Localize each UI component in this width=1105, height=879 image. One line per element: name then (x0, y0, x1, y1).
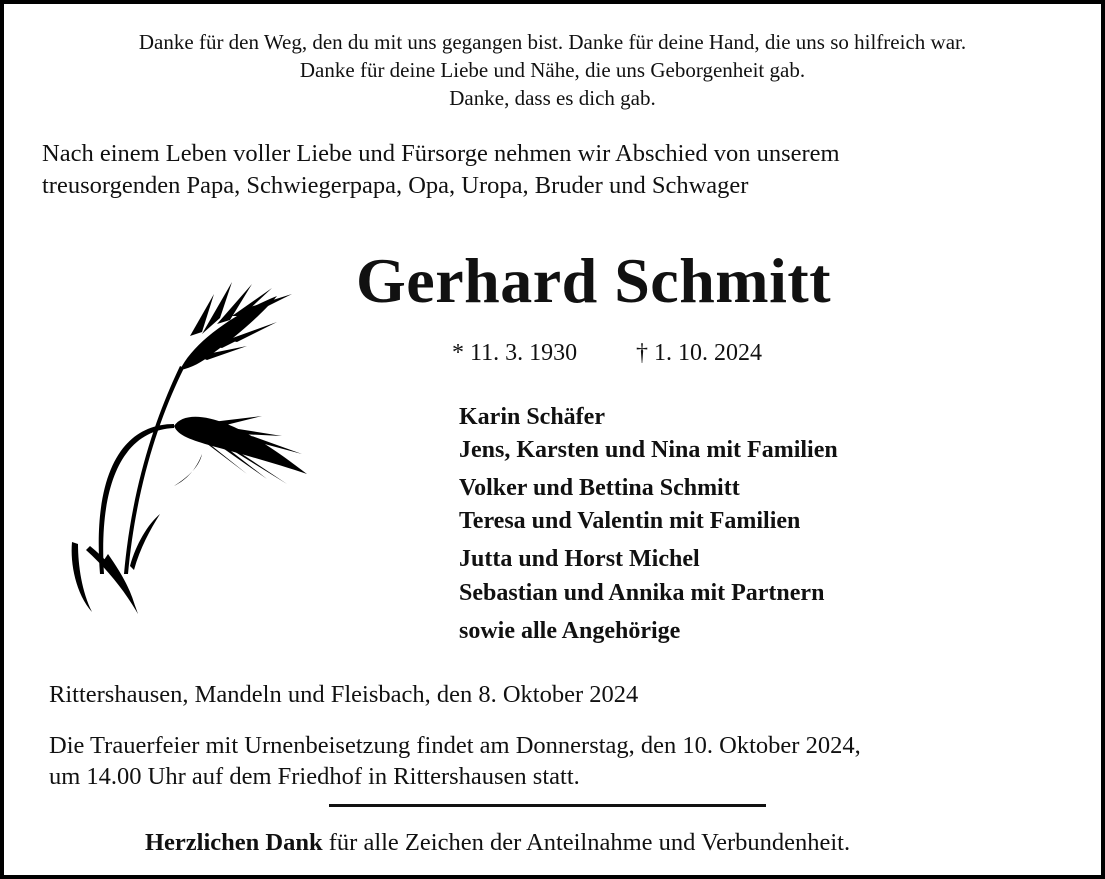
motto-line-1: Danke für den Weg, den du mit uns gegangen bist. Danke für deine Hand, die uns so hilfreich war. (138, 30, 967, 54)
service-line-2: um 14.00 Uhr auf dem Friedhof in Rittershausen statt. (49, 763, 580, 790)
intro-line-2: treusorgenden Papa, Schwiegerpapa, Opa, Uropa, Bruder und Schwager (42, 172, 749, 199)
birth-date: * 11. 3. 1930 (452, 340, 578, 366)
motto-line-3: Danke, dass es dich gab. (449, 86, 656, 110)
thanks-line (145, 828, 850, 858)
mourner-3: Volker und Bettina Schmitt (459, 475, 740, 501)
mourner-6: Sebastian und Annika mit Partnern (459, 580, 825, 606)
mourner-1: Karin Schäfer (459, 404, 605, 430)
divider-rule (329, 804, 766, 807)
mourner-7: sowie alle Angehörige (459, 618, 681, 644)
motto-line-2: Danke für deine Liebe und Nähe, die uns Geborgenheit gab. (299, 58, 806, 82)
intro-line-1: Nach einem Leben voller Liebe und Fürsorge nehmen wir Abschied von unserem (42, 140, 840, 167)
death-date: † 1. 10. 2024 (636, 340, 762, 366)
mourner-5: Jutta und Horst Michel (459, 546, 700, 572)
wheat-ears-icon (62, 274, 342, 614)
place-and-date: Rittershausen, Mandeln und Fleisbach, den 8. Oktober 2024 (49, 681, 639, 708)
service-line-1: Die Trauerfeier mit Urnenbeisetzung findet am Donnerstag, den 10. Oktober 2024, (49, 732, 861, 759)
mourner-4: Teresa und Valentin mit Familien (459, 508, 801, 534)
thanks-bold: Herzlichen Dank (145, 829, 323, 856)
mourner-2: Jens, Karsten und Nina mit Familien (459, 437, 838, 463)
deceased-name: Gerhard Schmitt (356, 245, 831, 316)
thanks-rest: für alle Zeichen der Anteilnahme und Verbundenheit. (322, 829, 851, 856)
